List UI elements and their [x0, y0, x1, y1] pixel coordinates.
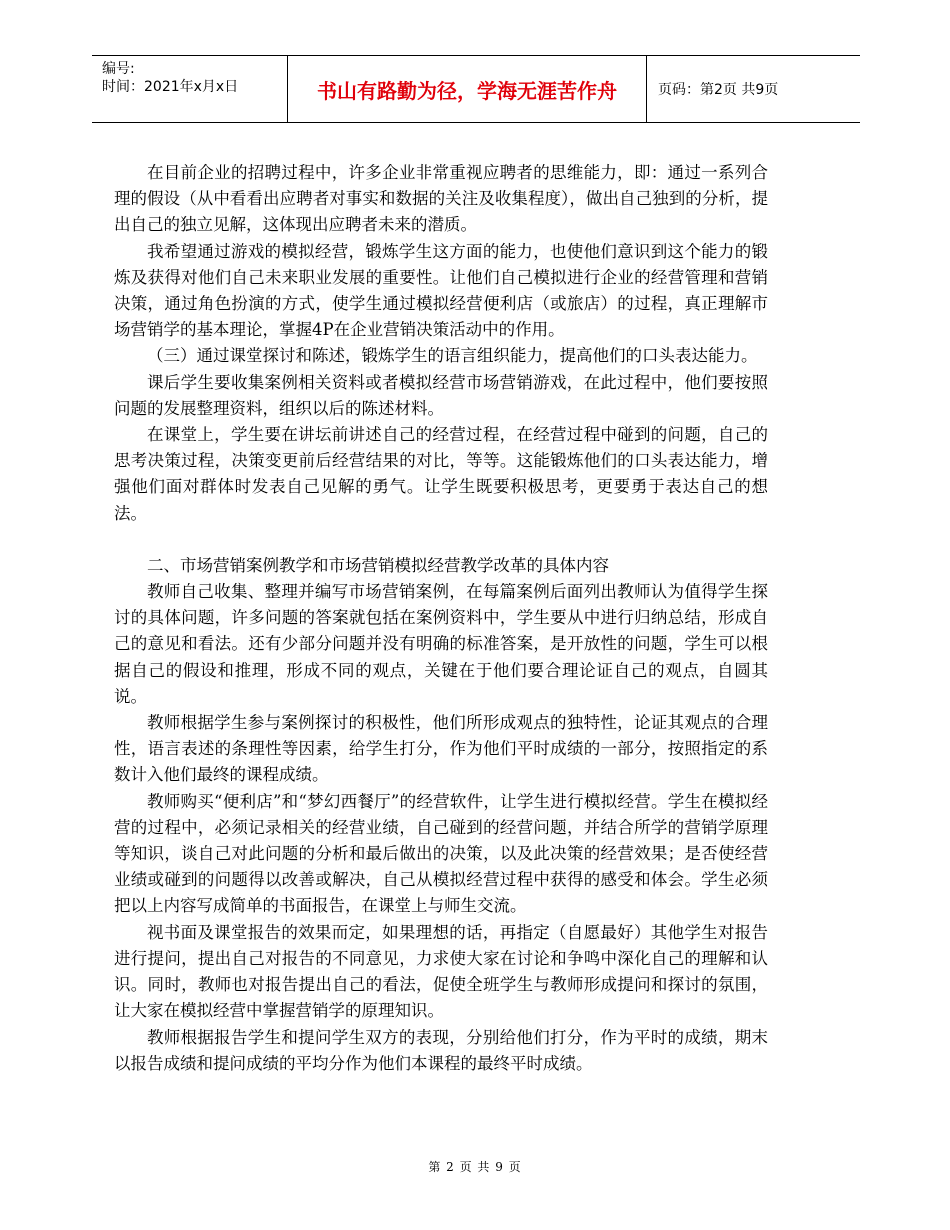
page-header [92, 55, 860, 123]
document-time-label: 时间：2021年x月x日 [102, 79, 239, 95]
paragraph: 课后学生要收集案例相关资料或者模拟经营市场营销游戏，在此过程中，他们要按照问题的发展整理资料，组织以后的陈述材料。 [114, 372, 768, 418]
paragraph: 教师自己收集、整理并编写市场营销案例，在每篇案例后面列出教师认为值得学生探讨的具体问题，许多问题的答案就包括在案例资料中，学生要从中进行归纳总结，形成自己的意见和看法。还有少部分问题并没有明确的标准答案，是开放性的问题，学生可以根据自己的假设和推理，形成不同的观点，关键在于他们要合理论证自己的观点，自圆其说。 [114, 582, 768, 706]
header-page-number: 页码：第2页 共9页 [658, 82, 779, 98]
paragraph: 在目前企业的招聘过程中，许多企业非常重视应聘者的思维能力，即：通过一系列合理的假设（从中看看出应聘者对事实和数据的关注及收集程度），做出自己独到的分析，提出自己的独立见解，这体现出应聘者未来的潜质。 [114, 163, 768, 235]
paragraph: 我希望通过游戏的模拟经营，锻炼学生这方面的能力，也使他们意识到这个能力的锻炼及获得对他们自己未来职业发展的重要性。让他们自己模拟进行企业的经营管理和营销决策，通过角色扮演的方式，使学生通过模拟经营便利店（或旅店）的过程，真正理解市场营销学的基本理论，掌握4P在企业营销决策活动中的作用。 [114, 241, 768, 340]
section-heading: 二、市场营销案例教学和市场营销模拟经营教学改革的具体内容 [147, 555, 609, 575]
paragraph: 视书面及课堂报告的效果而定，如果理想的话，再指定（自愿最好）其他学生对报告进行提问，提出自己对报告的不同意见，力求使大家在讨论和争鸣中深化自己的理解和认识。同时，教师也对报告提出自己的看法，促使全班学生与教师形成提问和探讨的氛围，让大家在模拟经营中掌握营销学的原理知识。 [114, 922, 768, 1021]
document-body [114, 160, 768, 1077]
header-motto: 书山有路勤为径，学海无涯苦作舟 [287, 56, 647, 122]
document-number-label: 编号: [102, 61, 135, 77]
page-footer: 第 2 页 共 9 页 [428, 1160, 522, 1174]
paragraph: 教师购买“便利店”和“梦幻西餐厅”的经营软件，让学生进行模拟经营。学生在模拟经营的过程中，必须记录相关的经营业绩，自己碰到的经营问题，并结合所学的营销学原理等知识，谈自己对此问题的分析和最后做出的决策，以及此决策的经营效果；是否使经营业绩或碰到的问题得以改善或解决，自己从模拟经营过程中获得的感受和体会。学生必须把以上内容写成简单的书面报告，在课堂上与师生交流。 [114, 791, 768, 916]
paragraph: 教师根据学生参与案例探讨的积极性，他们所形成观点的独特性，论证其观点的合理性，语言表述的条理性等因素，给学生打分，作为他们平时成绩的一部分，按照指定的系数计入他们最终的课程成绩。 [114, 713, 768, 785]
paragraph: 在课堂上，学生要在讲坛前讲述自己的经营过程，在经营过程中碰到的问题，自己的思考决策过程，决策变更前后经营结果的对比，等等。这能锻炼他们的口头表达能力，增强他们面对群体时发表自己见解的勇气。让学生既要积极思考，更要勇于表达自己的想法。 [114, 425, 768, 523]
paragraph: 教师根据报告学生和提问学生双方的表现，分别给他们打分，作为平时的成绩，期末以报告成绩和提问成绩的平均分作为他们本课程的最终平时成绩。 [114, 1027, 768, 1073]
paragraph: （三）通过课堂探讨和陈述，锻炼学生的语言组织能力，提高他们的口头表达能力。 [147, 346, 758, 366]
header-info [102, 60, 282, 96]
